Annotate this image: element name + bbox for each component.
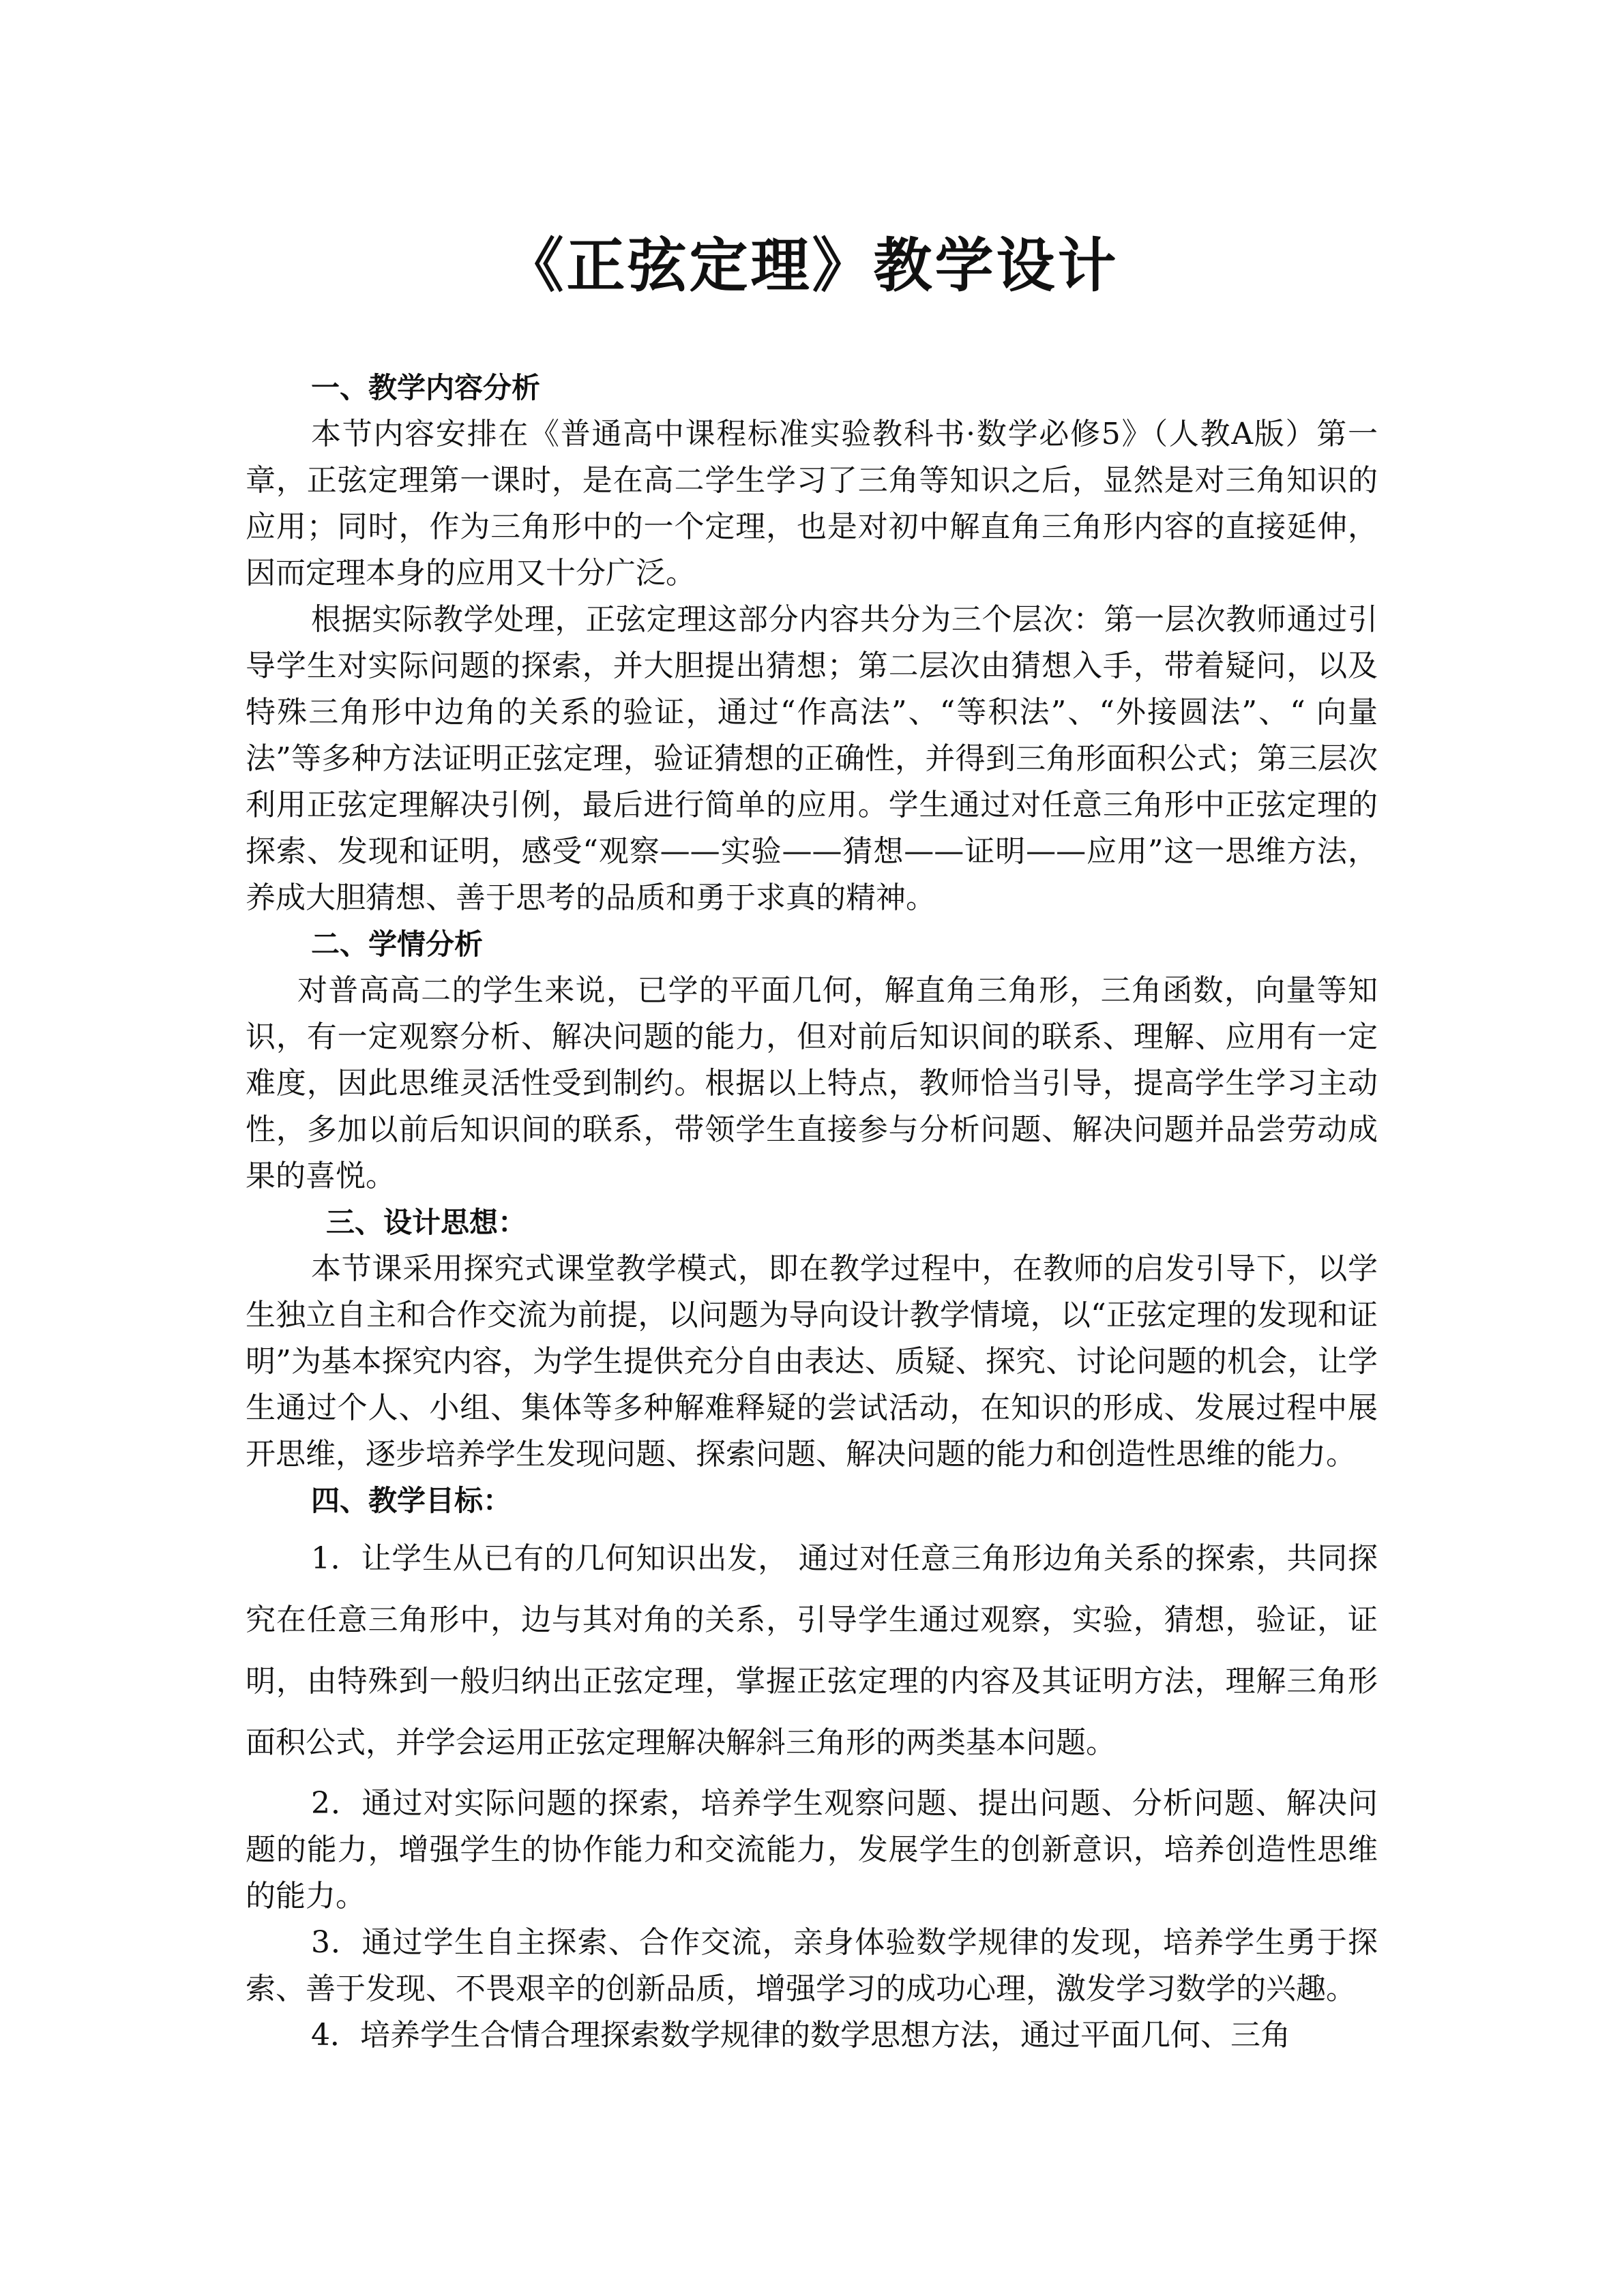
paragraph: 本节内容安排在《普通高中课程标准实验教科书·数学必修5》（人教A版）第一章，正弦定理第一课时，是在高二学生学习了三角等知识之后，显然是对三角知识的应用；同时，作为三角形中的一个定理，也是对初中解直角三角形内容的直接延伸，因而定理本身的应用又十分广泛。 (246, 417, 1378, 591)
section-student-analysis (246, 921, 1378, 1199)
goal-item: 1．让学生从已有的几何知识出发， 通过对任意三角形边角关系的探索，共同探究在任意三角形中，边与其对角的关系，引导学生通过观察，实验，猜想，验证，证明，由特殊到一般归纳出正弦定理，掌握正弦定理的内容及其证明方法，理解三角形面积公式，并学会运用正弦定理解决解斜三角形的两类基本问题。 (246, 1541, 1378, 1760)
section-teaching-goals (246, 1478, 1378, 2059)
document-body (246, 365, 1378, 2059)
goal-item: 4．培养学生合情合理探索数学规律的数学思想方法，通过平面几何、三角 (311, 2018, 1290, 2053)
section-heading: 一、教学内容分析 (311, 371, 541, 404)
section-heading: 三、设计思想： (326, 1206, 527, 1239)
paragraph: 根据实际教学处理，正弦定理这部分内容共分为三个层次：第一层次教师通过引导学生对实际问题的探索，并大胆提出猜想；第二层次由猜想入手，带着疑问，以及特殊三角形中边角的关系的验证，通过“作高法”、“等积法”、“外接圆法”、“ 向量法”等多种方法证明正弦定理，验证猜想的正确性，并得到三角形面积公式；第三层次利用正弦定理解决引例，最后进行简单的应用。学生通过对任意三角形中正弦定理的探索、发现和证明，感受“观察——实验——猜想——证明——应用”这一思维方法，养成大胆猜想、善于思考的品质和勇于求真的精神。 (246, 602, 1378, 915)
section-design-idea (246, 1199, 1378, 1478)
section-content-analysis (246, 365, 1378, 921)
section-heading: 四、教学目标： (311, 1484, 512, 1517)
goal-item: 2．通过对实际问题的探索，培养学生观察问题、提出问题、分析问题、解决问题的能力，增强学生的协作能力和交流能力，发展学生的创新意识，培养创造性思维的能力。 (246, 1786, 1378, 1913)
section-heading: 二、学情分析 (311, 927, 484, 961)
document-title: 《正弦定理》教学设计 (505, 232, 1119, 300)
paragraph: 本节课采用探究式课堂教学模式，即在教学过程中，在教师的启发引导下，以学生独立自主和合作交流为前提，以问题为导向设计教学情境，以“正弦定理的发现和证明”为基本探究内容，为学生提供充分自由表达、质疑、探究、讨论问题的机会，让学生通过个人、小组、集体等多种解难释疑的尝试活动，在知识的形成、发展过程中展开思维，逐步培养学生发现问题、探索问题、解决问题的能力和创造性思维的能力。 (246, 1251, 1378, 1472)
goal-item: 3．通过学生自主探索、合作交流，亲身体验数学规律的发现，培养学生勇于探索、善于发现、不畏艰辛的创新品质，增强学习的成功心理，激发学习数学的兴趣。 (246, 1925, 1378, 2006)
paragraph: 对普高高二的学生来说，已学的平面几何，解直角三角形，三角函数，向量等知识，有一定观察分析、解决问题的能力，但对前后知识间的联系、理解、应用有一定难度，因此思维灵活性受到制约。根据以上特点，教师恰当引导，提高学生学习主动性，多加以前后知识间的联系，带领学生直接参与分析问题、解决问题并品尝劳动成果的喜悦。 (246, 973, 1378, 1193)
